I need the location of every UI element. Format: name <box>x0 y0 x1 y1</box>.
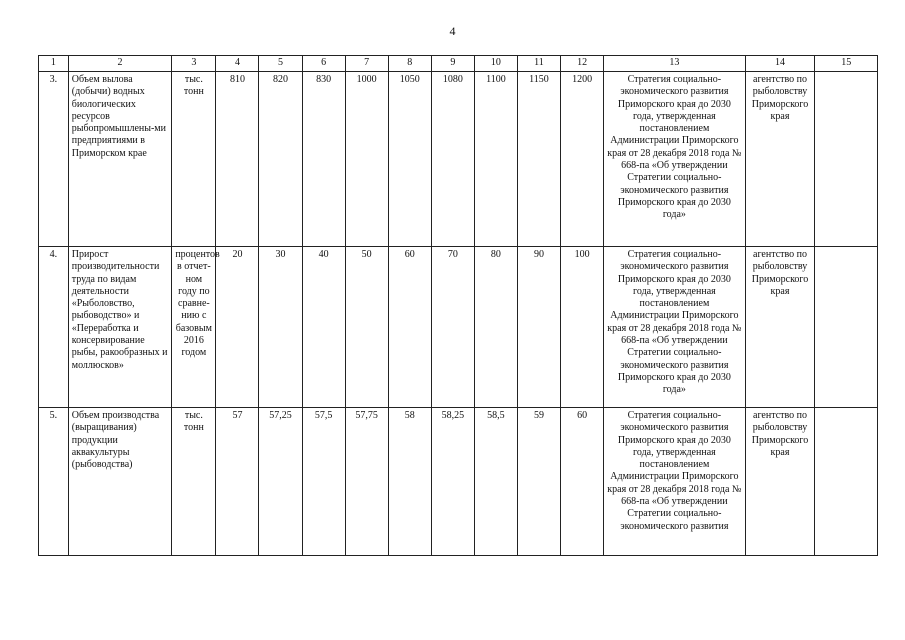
indicator-name: Объем производства (выращивания) продукции аквакультуры (рыбоводства) <box>68 408 172 556</box>
value-cell: 40 <box>302 247 345 408</box>
column-header: 14 <box>745 56 815 72</box>
column-header: 1 <box>39 56 69 72</box>
value-cell: 1200 <box>561 72 604 247</box>
column-header: 5 <box>259 56 302 72</box>
value-cell: 80 <box>474 247 517 408</box>
table-row <box>39 247 878 408</box>
column-header: 12 <box>561 56 604 72</box>
value-cell: 1050 <box>388 72 431 247</box>
column-header: 10 <box>474 56 517 72</box>
column-header: 9 <box>431 56 474 72</box>
indicator-name: Прирост производительности труда по видам деятельности «Рыболовство, рыбоводство» и «Переработка и консервирование рыбы, ракообразных и моллюсков» <box>68 247 172 408</box>
responsible-agency: агентство по рыболовству Приморского края <box>745 72 815 247</box>
header-row <box>39 56 878 72</box>
value-cell: 1080 <box>431 72 474 247</box>
value-cell: 810 <box>216 72 259 247</box>
empty-cell <box>815 408 878 556</box>
unit-cell: тыс. тонн <box>172 72 216 247</box>
responsible-agency: агентство по рыболовству Приморского края <box>745 408 815 556</box>
column-header: 2 <box>68 56 172 72</box>
value-cell: 60 <box>388 247 431 408</box>
column-header: 8 <box>388 56 431 72</box>
value-cell: 100 <box>561 247 604 408</box>
value-cell: 70 <box>431 247 474 408</box>
responsible-agency: агентство по рыболовству Приморского края <box>745 247 815 408</box>
value-cell: 830 <box>302 72 345 247</box>
column-header: 13 <box>604 56 746 72</box>
unit-cell: тыс. тонн <box>172 408 216 556</box>
source-document: Стратегия социально-экономического развития Приморского края до 2030 года, утвержденная постановлением Администрации Приморского края от 28 декабря 2018 года № 668-па «Об утверждении Стратегии социально-экономического развития <box>604 408 746 556</box>
indicators-table <box>38 55 878 556</box>
value-cell: 20 <box>216 247 259 408</box>
value-cell: 57,75 <box>345 408 388 556</box>
value-cell: 60 <box>561 408 604 556</box>
table-row <box>39 408 878 556</box>
indicator-name: Объем вылова (добычи) водных биологических ресурсов рыбопромышлены-ми предприятиями в Приморском крае <box>68 72 172 247</box>
row-number: 5. <box>39 408 69 556</box>
row-number: 3. <box>39 72 69 247</box>
unit-cell: процентов в отчет-ном году по сравне-нию с базовым 2016 годом <box>172 247 216 408</box>
empty-cell <box>815 247 878 408</box>
empty-cell <box>815 72 878 247</box>
value-cell: 58,5 <box>474 408 517 556</box>
value-cell: 59 <box>517 408 560 556</box>
value-cell: 1100 <box>474 72 517 247</box>
row-number: 4. <box>39 247 69 408</box>
value-cell: 1150 <box>517 72 560 247</box>
value-cell: 57,5 <box>302 408 345 556</box>
column-header: 6 <box>302 56 345 72</box>
value-cell: 30 <box>259 247 302 408</box>
value-cell: 57,25 <box>259 408 302 556</box>
column-header: 15 <box>815 56 878 72</box>
value-cell: 58 <box>388 408 431 556</box>
value-cell: 820 <box>259 72 302 247</box>
column-header: 3 <box>172 56 216 72</box>
value-cell: 50 <box>345 247 388 408</box>
page-number: 4 <box>449 24 456 38</box>
column-header: 4 <box>216 56 259 72</box>
column-header: 7 <box>345 56 388 72</box>
table-row <box>39 72 878 247</box>
value-cell: 58,25 <box>431 408 474 556</box>
value-cell: 90 <box>517 247 560 408</box>
source-document: Стратегия социально-экономического развития Приморского края до 2030 года, утвержденная постановлением Администрации Приморского края от 28 декабря 2018 года № 668-па «Об утверждении Стратегии социально-экономического развития Приморского края до 2030 года» <box>604 247 746 408</box>
value-cell: 57 <box>216 408 259 556</box>
value-cell: 1000 <box>345 72 388 247</box>
source-document: Стратегия социально-экономического развития Приморского края до 2030 года, утвержденная постановлением Администрации Приморского края от 28 декабря 2018 года № 668-па «Об утверждении Стратегии социально-экономического развития Приморского края до 2030 года» <box>604 72 746 247</box>
column-header: 11 <box>517 56 560 72</box>
